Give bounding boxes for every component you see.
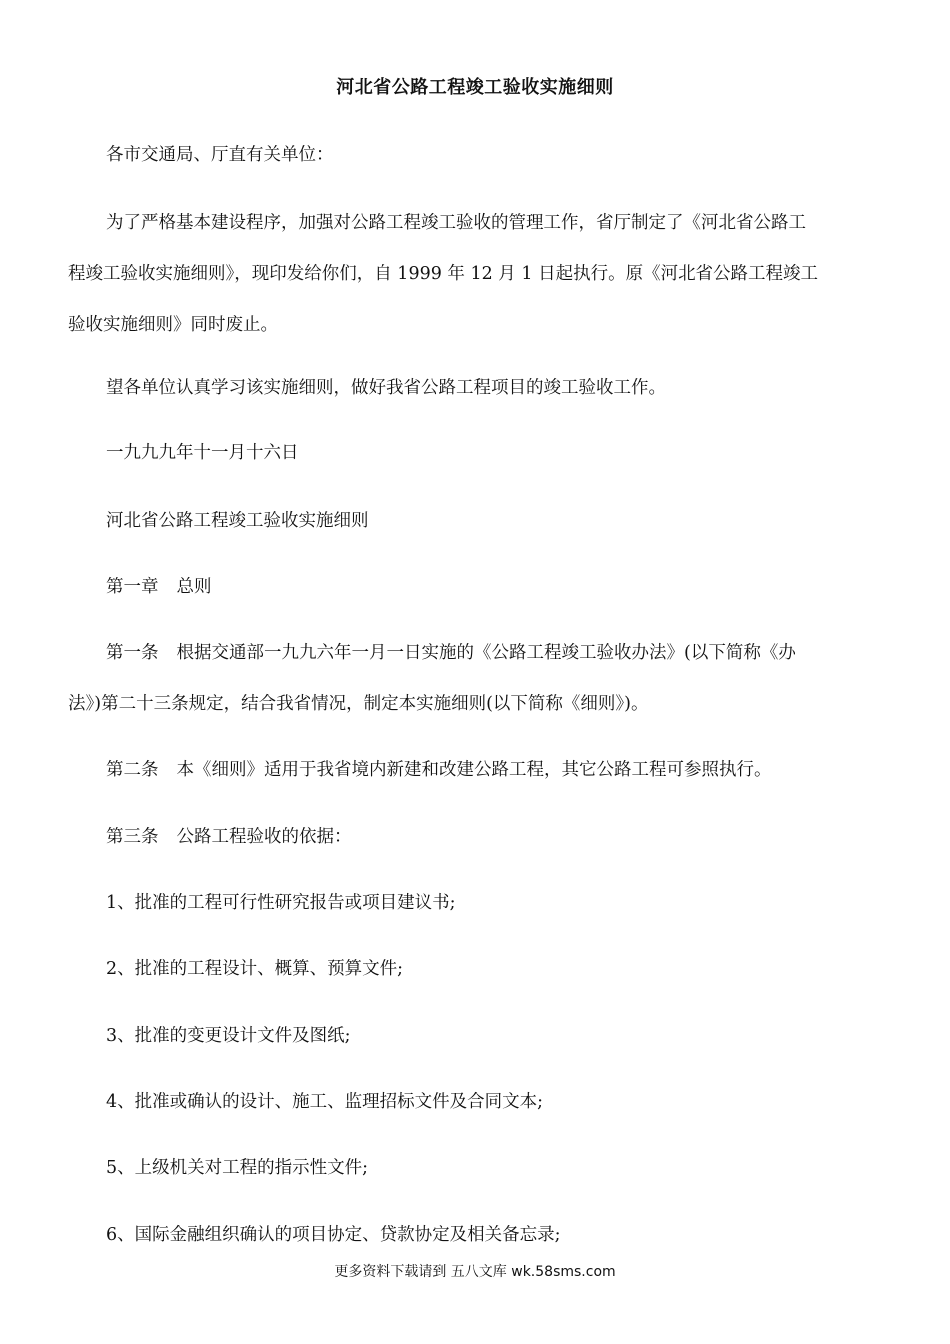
list-item: 5、上级机关对工程的指示性文件; <box>106 1158 369 1178</box>
list-item: 4、批准或确认的设计、施工、监理招标文件及合同文本; <box>106 1092 544 1112</box>
issue-date: 一九九九年十一月十六日 <box>106 443 299 463</box>
article-1-line-2: 法》)第二十三条规定，结合我省情况，制定本实施细则(以下简称《细则》)。 <box>68 694 649 714</box>
article-2 <box>68 758 878 782</box>
hope-paragraph: 望各单位认真学习该实施细则，做好我省公路工程项目的竣工验收工作。 <box>106 378 666 398</box>
list-item: 6、国际金融组织确认的项目协定、贷款协定及相关备忘录; <box>106 1225 561 1245</box>
article-number: 第二条 <box>106 760 159 780</box>
salutation: 各市交通局、厅直有关单位： <box>106 145 334 165</box>
article-text: 本《细则》适用于我省境内新建和改建公路工程，其它公路工程可参照执行。 <box>176 760 772 780</box>
rules-title: 河北省公路工程竣工验收实施细则 <box>106 511 369 531</box>
article-1-line-1 <box>68 641 878 665</box>
footer-watermark: 更多资料下载请到 五八文库 wk.58sms.com <box>334 1264 616 1280</box>
chapter-number: 第一章 <box>106 577 159 597</box>
list-item: 2、批准的工程设计、概算、预算文件; <box>106 959 404 979</box>
chapter-1-heading <box>68 575 878 599</box>
intro-line-3: 验收实施细则》同时废止。 <box>68 315 278 335</box>
article-text: 公路工程验收的依据： <box>176 827 352 847</box>
intro-line-2: 程竣工验收实施细则》，现印发给你们，自 1999 年 12 月 1 日起执行。原《河北省公路工程竣工 <box>68 264 819 284</box>
list-item: 1、批准的工程可行性研究报告或项目建议书; <box>106 893 456 913</box>
list-item: 3、批准的变更设计文件及图纸; <box>106 1026 351 1046</box>
intro-line-1: 为了严格基本建设程序，加强对公路工程竣工验收的管理工作，省厅制定了《河北省公路工 <box>106 213 806 233</box>
document-title: 河北省公路工程竣工验收实施细则 <box>336 77 614 98</box>
chapter-name: 总则 <box>176 577 212 597</box>
article-number: 第三条 <box>106 827 159 847</box>
article-number: 第一条 <box>106 643 159 663</box>
article-text: 根据交通部一九九六年一月一日实施的《公路工程竣工验收办法》(以下简称《办 <box>176 643 796 663</box>
article-3 <box>68 825 878 849</box>
